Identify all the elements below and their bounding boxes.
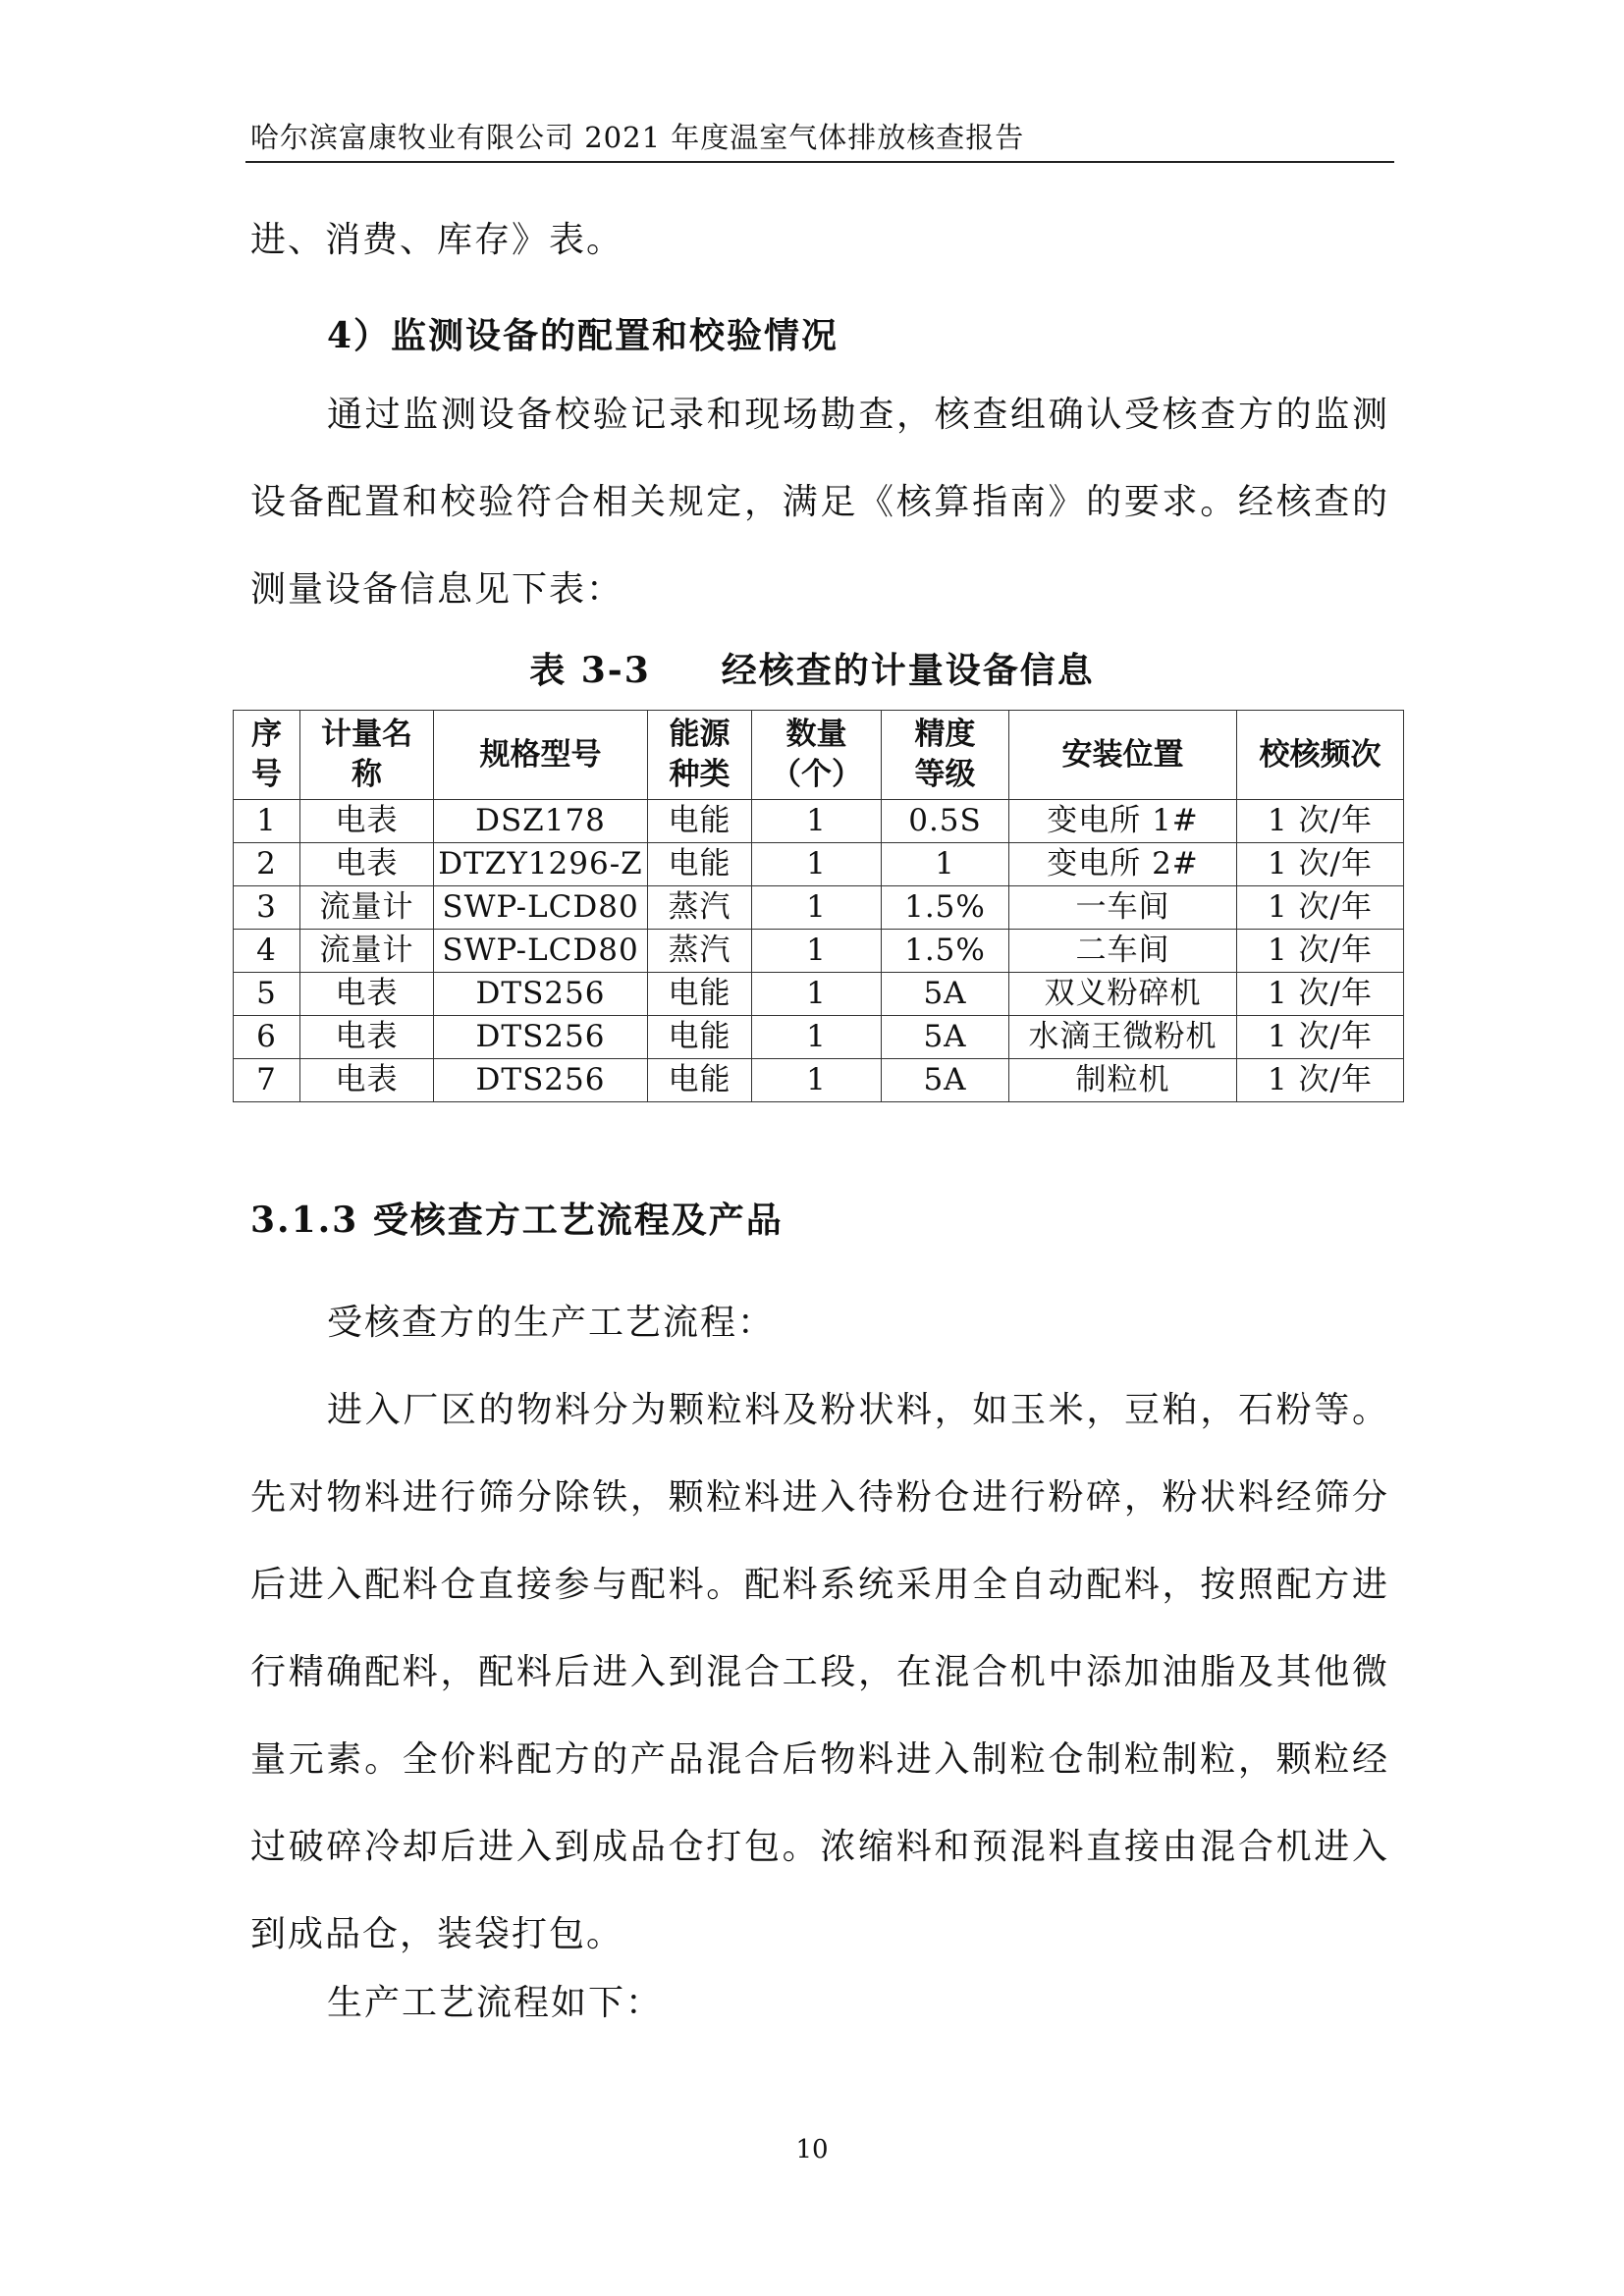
col-header-energy-type: 能源种类 xyxy=(648,711,752,800)
cell-accuracy: 5A xyxy=(882,973,1009,1016)
cell-quantity: 1 xyxy=(752,930,882,973)
cell-model: SWP-LCD80 xyxy=(434,930,648,973)
cell-index: 5 xyxy=(234,973,300,1016)
cell-quantity: 1 xyxy=(752,1016,882,1059)
cell-location: 制粒机 xyxy=(1009,1059,1237,1102)
paragraph-continued: 进、消费、库存》表。 xyxy=(250,220,624,260)
equipment-table xyxy=(233,710,1404,1102)
cell-quantity: 1 xyxy=(752,886,882,930)
cell-index: 6 xyxy=(234,1016,300,1059)
cell-frequency: 1 次/年 xyxy=(1237,973,1404,1016)
cell-quantity: 1 xyxy=(752,1059,882,1102)
cell-index: 7 xyxy=(234,1059,300,1102)
cell-model: SWP-LCD80 xyxy=(434,886,648,930)
col-header-index: 序号 xyxy=(234,711,300,800)
cell-index: 1 xyxy=(234,800,300,843)
cell-location: 变电所 2# xyxy=(1009,843,1237,886)
subheading-monitoring: 4）监测设备的配置和校验情况 xyxy=(327,315,839,356)
cell-energy-type: 电能 xyxy=(648,1016,752,1059)
table-caption-number: 表 3-3 xyxy=(529,650,651,691)
cell-frequency: 1 次/年 xyxy=(1237,930,1404,973)
cell-accuracy: 1.5% xyxy=(882,930,1009,973)
col-header-location: 安装位置 xyxy=(1009,711,1237,800)
cell-location: 一车间 xyxy=(1009,886,1237,930)
col-header-quantity: 数量（个） xyxy=(752,711,882,800)
cell-model: DTS256 xyxy=(434,1059,648,1102)
cell-quantity: 1 xyxy=(752,843,882,886)
cell-quantity: 1 xyxy=(752,800,882,843)
paragraph-monitoring: 通过监测设备校验记录和现场勘查，核查组确认受核查方的监测设备配置和校验符合相关规定，满足《核算指南》的要求。经核查的测量设备信息见下表： xyxy=(250,395,1389,610)
cell-accuracy: 1.5% xyxy=(882,886,1009,930)
cell-index: 3 xyxy=(234,886,300,930)
cell-meter-name: 电表 xyxy=(300,800,434,843)
cell-model: DTS256 xyxy=(434,973,648,1016)
cell-location: 变电所 1# xyxy=(1009,800,1237,843)
cell-energy-type: 蒸汽 xyxy=(648,930,752,973)
table-row xyxy=(234,1059,1404,1102)
col-header-frequency: 校核频次 xyxy=(1237,711,1404,800)
cell-energy-type: 电能 xyxy=(648,973,752,1016)
table-row xyxy=(234,930,1404,973)
table-row xyxy=(234,1016,1404,1059)
cell-frequency: 1 次/年 xyxy=(1237,843,1404,886)
cell-meter-name: 流量计 xyxy=(300,930,434,973)
cell-accuracy: 0.5S xyxy=(882,800,1009,843)
cell-energy-type: 蒸汽 xyxy=(648,886,752,930)
cell-meter-name: 电表 xyxy=(300,843,434,886)
page-number: 10 xyxy=(795,2135,829,2164)
col-header-model: 规格型号 xyxy=(434,711,648,800)
cell-energy-type: 电能 xyxy=(648,800,752,843)
cell-meter-name: 电表 xyxy=(300,973,434,1016)
table-caption xyxy=(0,643,1624,693)
table-row xyxy=(234,886,1404,930)
cell-frequency: 1 次/年 xyxy=(1237,886,1404,930)
table-row xyxy=(234,973,1404,1016)
col-header-meter-name: 计量名称 xyxy=(300,711,434,800)
cell-location: 双义粉碎机 xyxy=(1009,973,1237,1016)
cell-meter-name: 电表 xyxy=(300,1059,434,1102)
cell-accuracy: 5A xyxy=(882,1016,1009,1059)
table-header-row xyxy=(234,711,1404,800)
running-header: 哈尔滨富康牧业有限公司 2021 年度温室气体排放核查报告 xyxy=(250,121,1025,154)
cell-energy-type: 电能 xyxy=(648,843,752,886)
cell-frequency: 1 次/年 xyxy=(1237,800,1404,843)
cell-location: 水滴王微粉机 xyxy=(1009,1016,1237,1059)
cell-index: 4 xyxy=(234,930,300,973)
cell-meter-name: 流量计 xyxy=(300,886,434,930)
cell-meter-name: 电表 xyxy=(300,1016,434,1059)
cell-model: DSZ178 xyxy=(434,800,648,843)
cell-quantity: 1 xyxy=(752,973,882,1016)
table-caption-title: 经核查的计量设备信息 xyxy=(721,650,1095,691)
cell-location: 二车间 xyxy=(1009,930,1237,973)
paragraph-flow-below: 生产工艺流程如下： xyxy=(327,1983,664,2023)
cell-frequency: 1 次/年 xyxy=(1237,1059,1404,1102)
cell-model: DTZY1296-Z xyxy=(434,843,648,886)
cell-model: DTS256 xyxy=(434,1016,648,1059)
cell-index: 2 xyxy=(234,843,300,886)
table-row xyxy=(234,800,1404,843)
paragraph-process: 进入厂区的物料分为颗粒料及粉状料，如玉米，豆粕，石粉等。先对物料进行筛分除铁，颗粒料进入待粉仓进行粉碎，粉状料经筛分后进入配料仓直接参与配料。配料系统采用全自动配料，按照配方进行精确配料，配料后进入到混合工段，在混合机中添加油脂及其他微量元素。全价料配方的产品混合后物料进入制粒仓制粒制粒，颗粒经过破碎冷却后进入到成品仓打包。浓缩料和预混料直接由混合机进入到成品仓，装袋打包。 xyxy=(250,1390,1389,1954)
header-divider xyxy=(245,161,1394,163)
col-header-accuracy: 精度等级 xyxy=(882,711,1009,800)
cell-energy-type: 电能 xyxy=(648,1059,752,1102)
table-row xyxy=(234,843,1404,886)
cell-accuracy: 1 xyxy=(882,843,1009,886)
paragraph-process-intro: 受核查方的生产工艺流程： xyxy=(327,1303,776,1343)
cell-accuracy: 5A xyxy=(882,1059,1009,1102)
section-heading-3-1-3: 3.1.3 受核查方工艺流程及产品 xyxy=(250,1200,784,1241)
cell-frequency: 1 次/年 xyxy=(1237,1016,1404,1059)
